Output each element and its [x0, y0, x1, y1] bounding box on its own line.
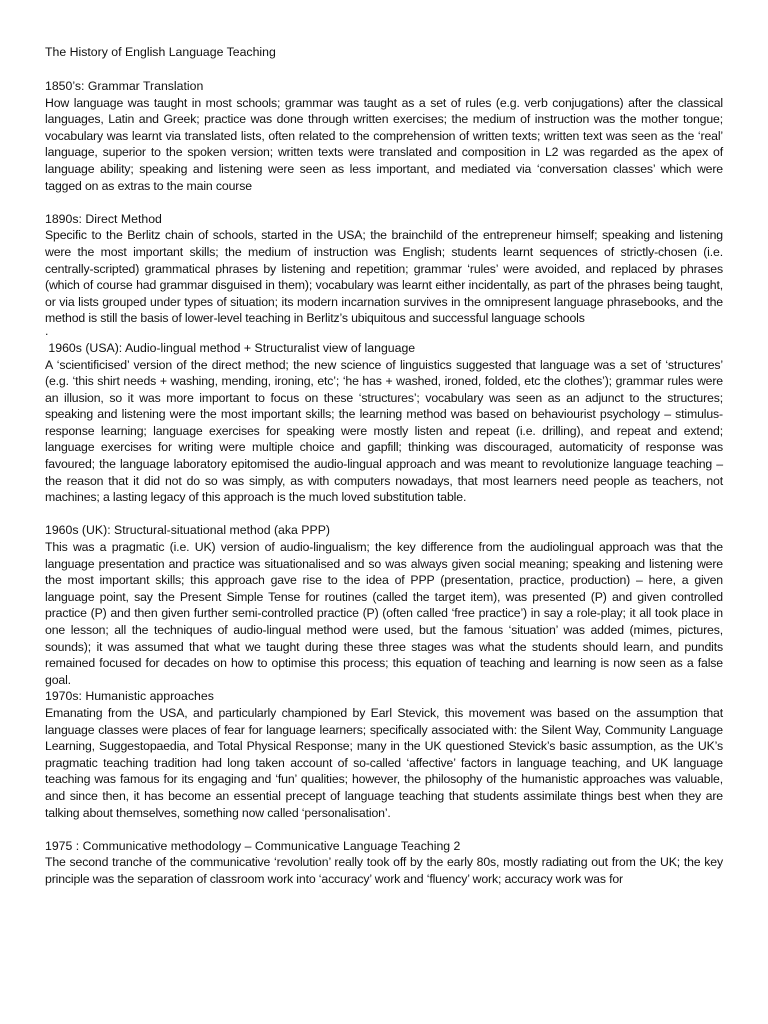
- section-body: Emanating from the USA, and particularly championed by Earl Stevick, this movement was based on the assumption that language classes were places of fear for language learners; specifically associated with: the Silent Way, Community Language Learning, Suggestopaedia, and Total Physical Response; many in the UK questioned Stevick’s basic assumption, as the UK’s pragmatic teaching tradition had long taken account of so-called ‘affective’ factors in language teaching, and UK language teaching was famous for its engaging and ‘fun’ qualities; however, the philosophy of the humanistic approaches was valuable, and since then, it has become an essential precept of language teaching that students assimilate things best when they are talking about themselves, something now called ‘personalisation’.: [45, 705, 723, 820]
- section-heading: 1960s (UK): Structural-situational method (aka PPP): [45, 523, 331, 538]
- section-heading: 1970s: Humanistic approaches: [45, 689, 214, 704]
- paragraph-gap: [45, 821, 723, 838]
- section-heading: 1975 : Communicative methodology – Communicative Language Teaching 2: [45, 838, 461, 853]
- section-direct-method: [45, 211, 723, 336]
- paragraph-gap: [45, 506, 723, 523]
- section-heading: 1890s: Direct Method: [45, 211, 162, 226]
- section-audio-lingual: [45, 340, 723, 506]
- section-heading: 1850’s: Grammar Translation: [45, 79, 204, 93]
- section-communicative: [45, 838, 723, 888]
- stray-period: .: [45, 323, 49, 338]
- section-structural-situational: [45, 522, 723, 688]
- section-body: Specific to the Berlitz chain of schools, started in the USA; the brainchild of the entrepreneur himself; speaking and listening were the most important skills; the medium of instruction was English; students learnt sequences of strictly-chosen (i.e. centrally-scripted) grammatical phrases by listening and repetition; grammar ‘rules’ were avoided, and replaced by phrases (which of course had grammar disguised in them); vocabulary was learnt either incidentally, as part of the phrases being taught, or via lists grouped under types of situation; its modern incarnation survives in the omnipresent language phrasebooks, and the method is still the basis of lower-level teaching in Berlitz’s ubiquitous and successful language schools: [45, 228, 723, 326]
- section-heading: 1960s (USA): Audio-lingual method + Structuralist view of language: [45, 340, 416, 355]
- paragraph-gap: [45, 194, 723, 211]
- section-body: This was a pragmatic (i.e. UK) version of audio-lingualism; the key difference from the audiolingual approach was that the language presentation and practice was situationalised and so was always given social meaning; speaking and listening were the most important skills; this approach gave rise to the idea of PPP (presentation, practice, production) – here, a given language point, say the Present Simple Tense for routines (called the target item), was presented (P) and given controlled practice (P) and then given further semi-controlled practice (P) (often called ‘free practice’) in say a role-play; it all took place in one lesson; all the techniques of audio-lingual method were used, but the famous ‘situation’ was added (mimes, pictures, sounds); it was assumed that what we taught during these three stages was what the students should learn, and pundits remained focused for decades on how to optimise this process; this equation of teaching and learning is now seen as a false goal.: [45, 540, 723, 687]
- section-grammar-translation: [45, 78, 723, 194]
- section-body: How language was taught in most schools; grammar was taught as a set of rules (e.g. verb conjugations) after the classical languages, Latin and Greek; practice was done through written exercises; the medium of instruction was the mother tongue; vocabulary was learnt via translated lists, often related to the comprehension of written texts; written text was seen as the ‘real’ language, superior to the spoken version; written texts were translated and composition in L2 was regarded as the apex of language ability; speaking and listening were seen as less important, and mediated via ‘conversation classes’ which were tagged on as extras to the main course: [45, 95, 723, 193]
- document-page: [45, 44, 723, 888]
- section-humanistic: [45, 688, 723, 821]
- section-body: A ‘scientificised’ version of the direct method; the new science of linguistics suggested that language was a set of ‘structures’ (e.g. ‘this shirt needs + washing, mending, ironing, etc’; ‘he has + washed, ironed, folded, etc the clothes’); grammar rules were an illusion, so it was more important to focus on these ‘structures’; vocabulary was seen as an adjunct to the structures; speaking and listening were the most important skills; the learning method was based on behaviourist psychology – stimulus-response learning; language exercises for speaking were mostly listen and repeat (i.e. drilling), and repeat and extend; language exercises for writing were multiple choice and gapfill; thinking was discouraged, automaticity of response was favoured; the language laboratory epitomised the audio-lingual approach and was meant to revolutionize language teaching – the reason that it did not do so was simply, as with computers nowadays, that most learners need people as teachers, not machines; a lasting legacy of this approach is the much loved substitution table.: [45, 357, 723, 505]
- section-body: The second tranche of the communicative ‘revolution’ really took off by the early 80s, mostly radiating out from the UK; the key principle was the separation of classroom work into ‘accuracy’ work and ‘fluency’ work; accuracy work was for: [45, 855, 723, 886]
- document-title: The History of English Language Teaching: [45, 45, 276, 59]
